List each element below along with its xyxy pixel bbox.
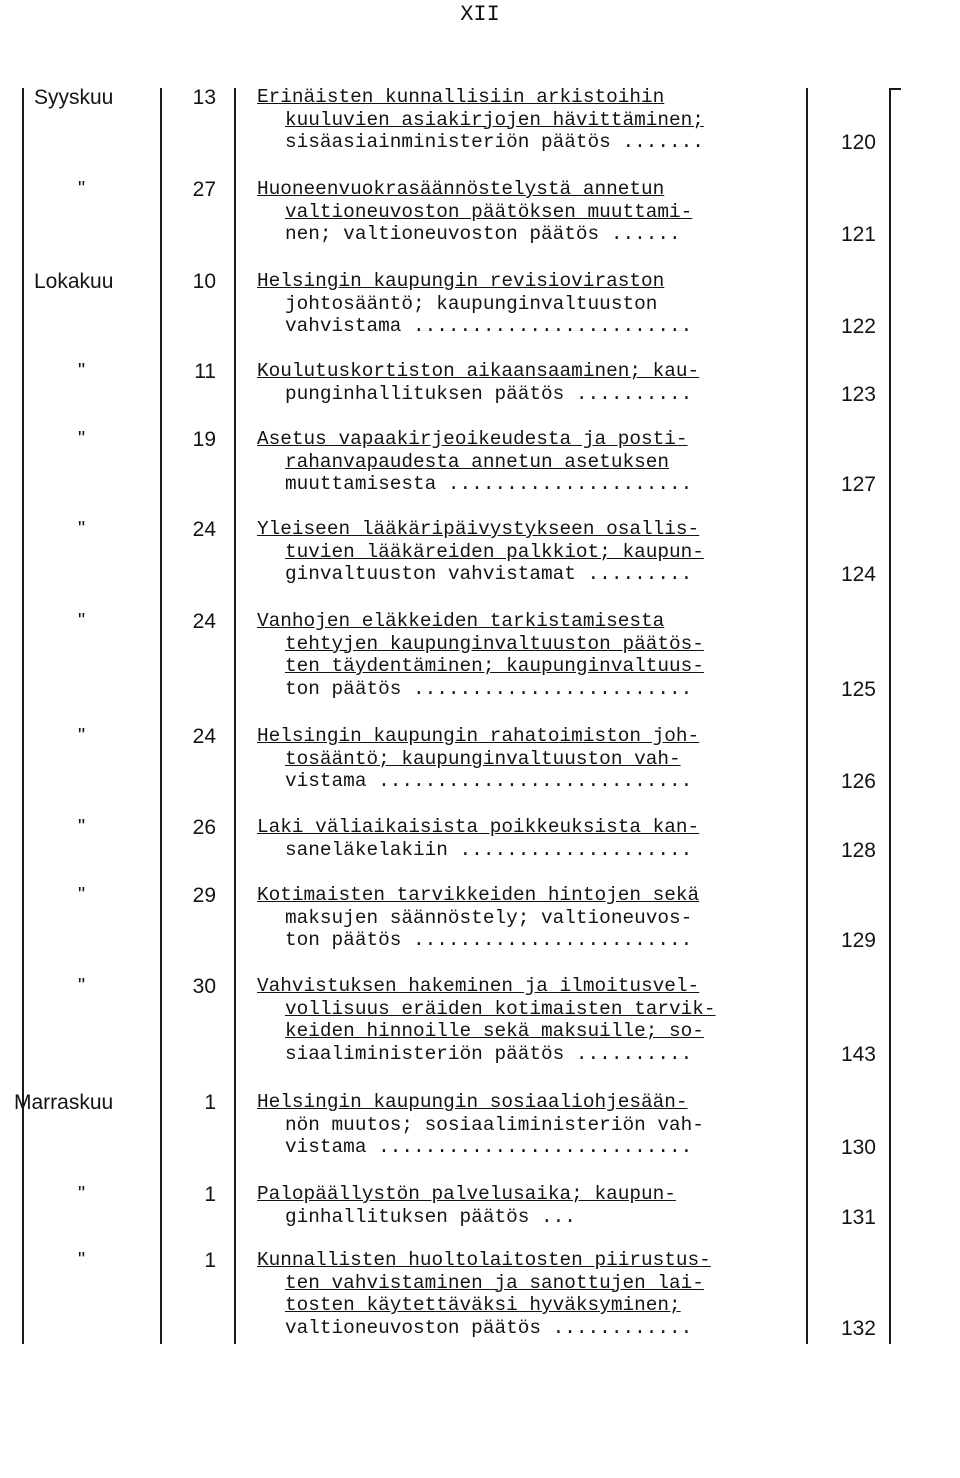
month-cell: Syyskuu (34, 86, 114, 109)
title-cell (257, 360, 812, 405)
page-cell: 143 (840, 1042, 876, 1066)
title-line: rahanvapaudesta annetun asetuksen (285, 450, 669, 473)
title-line: Huoneenvuokrasäännöstelystä annetun (257, 178, 665, 200)
page-cell: 129 (840, 929, 876, 953)
page-cell: 131 (840, 1205, 876, 1229)
title-line: Asetus vapaakirjeoikeudesta ja posti- (257, 428, 688, 450)
title-line: tehtyjen kaupunginvaltuuston päätös- (285, 632, 704, 655)
title-line: ginhallituksen päätös ... (285, 1205, 576, 1228)
title-line: saneläkelakiin .................... (285, 838, 693, 861)
title-line: sisäasiainministeriön päätös ....... (285, 131, 704, 154)
month-cell: " (78, 725, 86, 747)
title-line: vistama ........................... (285, 770, 693, 793)
title-line: ten täydentäminen; kaupunginvaltuus- (285, 655, 704, 678)
title-line: keiden hinnoille sekä maksuille; so- (285, 1020, 704, 1043)
page-cell: 128 (840, 838, 876, 862)
title-line: Helsingin kaupungin revisioviraston (257, 270, 665, 292)
title-line: Palopäällystön palvelusaika; kaupun- (257, 1183, 676, 1205)
month-cell: " (78, 428, 86, 450)
column-rule-right (889, 88, 891, 1344)
day-cell: 10 (192, 270, 216, 293)
title-line: Vahvistuksen hakeminen ja ilmoitusvel- (257, 975, 700, 997)
title-line: Koulutuskortiston aikaansaaminen; kau- (257, 360, 700, 382)
title-line: Vanhojen eläkkeiden tarkistamisesta (257, 610, 665, 632)
page-cell: 130 (840, 1136, 876, 1160)
day-cell: 11 (194, 360, 216, 383)
page-cell: 132 (840, 1316, 876, 1340)
page-cell: 127 (840, 473, 876, 497)
day-cell: 30 (192, 975, 216, 998)
page-cell: 124 (840, 563, 876, 587)
month-cell: " (78, 518, 86, 540)
title-line: tosääntö; kaupunginvaltuuston vah- (285, 747, 681, 770)
month-cell: " (78, 610, 86, 632)
day-cell: 1 (204, 1183, 216, 1206)
title-line: Kunnallisten huoltolaitosten piirustus- (257, 1249, 711, 1271)
page-cell: 123 (840, 382, 876, 406)
day-cell: 24 (192, 518, 216, 541)
page-number: XII (460, 2, 500, 27)
title-line: ten vahvistaminen ja sanottujen lai- (285, 1271, 704, 1294)
month-cell: Marraskuu (14, 1091, 114, 1114)
title-line: ton päätös ........................ (285, 677, 693, 700)
title-cell (257, 270, 812, 338)
day-cell: 26 (192, 816, 216, 839)
title-line: Helsingin kaupungin rahatoimiston joh- (257, 725, 700, 747)
title-cell (257, 884, 812, 952)
page-cell: 125 (840, 677, 876, 701)
month-cell: " (78, 1183, 86, 1205)
page-cell: 120 (840, 131, 876, 155)
title-cell (257, 1183, 812, 1228)
title-cell (257, 725, 812, 793)
title-line: Helsingin kaupungin sosiaaliohjesään- (257, 1091, 688, 1113)
title-line: vistama ........................... (285, 1136, 693, 1159)
title-line: punginhallituksen päätös .......... (285, 382, 693, 405)
title-line: ton päätös ........................ (285, 929, 693, 952)
title-cell (257, 86, 812, 154)
title-line: vahvistama ........................ (285, 315, 693, 338)
title-cell (257, 816, 812, 861)
day-cell: 27 (192, 178, 216, 201)
title-line: Erinäisten kunnallisiin arkistoihin (257, 86, 665, 108)
title-line: johtosääntö; kaupunginvaltuuston (285, 292, 658, 315)
column-rule-day (234, 88, 236, 1344)
title-cell (257, 610, 812, 700)
column-rule-month (160, 88, 162, 1344)
month-cell: " (78, 975, 86, 997)
day-cell: 24 (192, 610, 216, 633)
title-line: nön muutos; sosiaaliministeriön vah- (285, 1113, 704, 1136)
month-cell: " (78, 884, 86, 906)
title-line: siaaliministeriön päätös .......... (285, 1042, 693, 1065)
title-line: Laki väliaikaisista poikkeuksista kan- (257, 816, 700, 838)
column-rule-left (22, 88, 24, 1344)
title-line: maksujen säännöstely; valtioneuvos- (285, 906, 693, 929)
title-line: kuuluvien asiakirjojen hävittäminen; (285, 108, 704, 131)
title-cell (257, 975, 812, 1065)
title-cell (257, 428, 812, 496)
title-line: Yleiseen lääkäripäivystykseen osallis- (257, 518, 700, 540)
page-cell: 122 (840, 315, 876, 339)
title-cell (257, 518, 812, 586)
month-cell: " (78, 360, 86, 382)
title-line: valtioneuvoston päätöksen muuttami- (285, 200, 693, 223)
month-cell: " (78, 816, 86, 838)
title-line: vollisuus eräiden kotimaisten tarvik- (285, 997, 716, 1020)
day-cell: 1 (204, 1249, 216, 1272)
day-cell: 19 (192, 428, 216, 451)
page-cell: 121 (840, 223, 876, 247)
month-cell: Lokakuu (34, 270, 114, 293)
day-cell: 24 (192, 725, 216, 748)
month-cell: " (78, 1249, 86, 1271)
title-line: tuvien lääkäreiden palkkiot; kaupun- (285, 540, 704, 563)
title-cell (257, 1249, 812, 1339)
title-line: muuttamisesta ..................... (285, 473, 693, 496)
column-rule-corner (889, 88, 901, 90)
day-cell: 29 (192, 884, 216, 907)
page-cell: 126 (840, 770, 876, 794)
title-line: Kotimaisten tarvikkeiden hintojen sekä (257, 884, 700, 906)
title-cell (257, 178, 812, 246)
title-line: valtioneuvoston päätös ............ (285, 1316, 693, 1339)
day-cell: 1 (204, 1091, 216, 1114)
month-cell: " (78, 178, 86, 200)
day-cell: 13 (192, 86, 216, 109)
title-line: ginvaltuuston vahvistamat ......... (285, 563, 693, 586)
title-cell (257, 1091, 812, 1159)
title-line: nen; valtioneuvoston päätös ...... (285, 223, 681, 246)
title-line: tosten käytettäväksi hyväksyminen; (285, 1294, 681, 1317)
